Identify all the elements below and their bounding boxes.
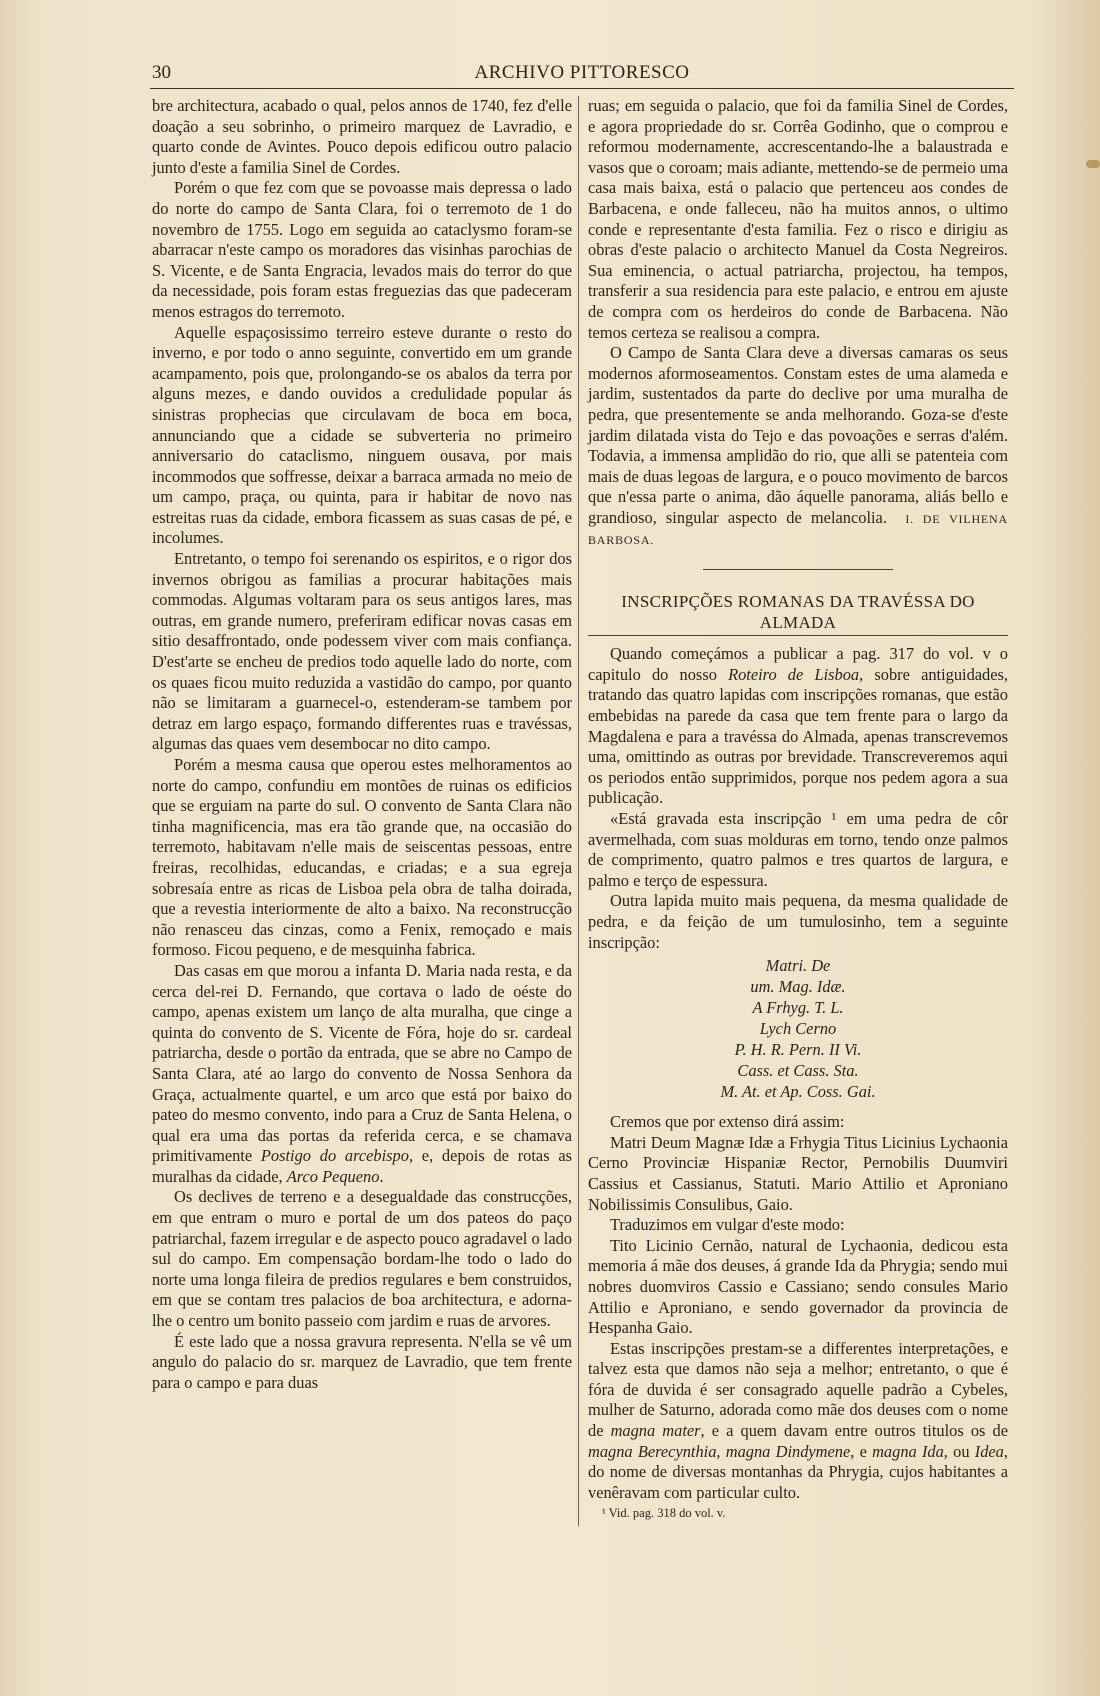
paragraph-text: Quando começámos a publicar a pag. 317 do vol. v o capitulo do nosso — [588, 644, 1008, 684]
paragraph — [152, 96, 572, 178]
paragraph-text: , e a quem davam entre outros titulos os de — [700, 1421, 1008, 1441]
paragraph — [152, 961, 572, 1188]
paragraph: Matri Deum Magnæ Idæ a Frhygia Titus Licinius Lychaonia Cerno Provinciæ Hispaniæ Rector, Pernobilis Duumviri Cassius et Cassianus, Statuti. Mario Attilio et Aproniano Nobilissimis Consulibus, Gaio. — [588, 1132, 1008, 1214]
page-edge-stain — [1086, 160, 1100, 168]
paragraph-text: Porém o que fez com que se povoasse mais depressa o lado do norte do campo de Santa Clara, foi o terremoto de 1 do novembro de 1755. Logo em seguida ao cataclysmo foram-se abarracar n'este campo os moradores das visinhas parochias de S. Vicente, e de Santa Engracia, levados mais do terror do que da necessidade, pois foram estas freguezias das que padeceram menos estragos do terremoto. — [152, 178, 572, 321]
inscription-line: A Frhyg. T. L. — [752, 998, 844, 1018]
paragraph — [152, 755, 572, 961]
section-separator — [703, 569, 893, 570]
title-rule — [588, 635, 1008, 636]
footnote: ¹ Vid. pag. 318 do vol. v. — [602, 1506, 726, 1521]
inscription-line: M. At. et Ap. Coss. Gai. — [720, 1082, 876, 1102]
paragraph: Outra lapida muito mais pequena, da mesma qualidade de pedra, e da feição de um tumulosinho, tem a seguinte inscripção: — [588, 891, 1008, 952]
paragraph-text: Das casas em que morou a infanta D. Maria nada resta, e da cerca del-rei D. Fernando, que cortava o lado de oéste do campo, apenas existem um lanço de alta muralha, que cinge a quinta do convento de S. Vicente de Fóra, hoje do sr. cardeal patriarcha, desde o portão da entrada, que se abre no Campo de Santa Clara, até ao largo do convento de Nossa Senhora da Graça, actualmente quartel, e um arco que está por baixo do pateo do mesmo convento, indo para a Cruz de Santa Helena, o qual era uma das portas da referida cerca, e se chamava primitivamente — [152, 960, 572, 1166]
running-title: ARCHIVO PITTORESCO — [474, 62, 690, 83]
paragraph-text: É este lado que a nossa gravura representa. N'ella se vê um angulo do palacio do sr. marquez de Lavradio, que tem frente para o campo e para duas — [152, 1331, 572, 1392]
paragraph — [152, 1332, 572, 1394]
latin-inscription — [588, 955, 1008, 1102]
paragraph: Traduzimos em vulgar d'este modo: — [610, 1215, 845, 1235]
paragraph: «Está gravada esta inscripção ¹ em uma pedra de côr avermelhada, com suas molduras em torno, tendo onze palmos de comprimento, quatro palmos e tres quartos de largura, e palmo e terço de espessura. — [588, 809, 1008, 890]
page-header — [150, 60, 1014, 89]
column-divider — [578, 96, 579, 1526]
inscription-line: um. Mag. Idæ. — [750, 977, 846, 997]
author-signature: I. DE VILHENA BARBOSA. — [588, 511, 1008, 548]
paragraph — [588, 343, 1008, 551]
paragraph: Tito Licinio Cernão, natural de Lychaonia, dedicou esta memoria á mãe dos deuses, á grande Ida da Phrygia; sendo mui nobres duomviros Cassio e Cassiano; sendo consules Mario Attilio e Aproniano, e sendo governador da provincia de Hespanha Gaio. — [588, 1235, 1008, 1338]
italic-title: Roteiro de Lisboa — [728, 664, 860, 684]
paragraph — [152, 549, 572, 755]
paragraph-text: , e — [850, 1441, 873, 1461]
right-column — [588, 96, 1008, 1524]
paragraph-text: , ou — [943, 1441, 975, 1461]
paragraph-text: Porém a mesma causa que operou estes melhoramentos ao norte do campo, confundiu em montões de ruinas os edificios que se erguiam na parte do sul. O convento de Santa Clara não tinha magnificencia, mas era tão grande que, na occasião do terremoto, habitavam n'elle mais de seiscentas pessoas, entre freiras, recolhidas, educandas, e criadas; e a sua egreja sobresaía entre as ricas de Lisboa pela obra de talha doirada, que a revestia interiormente de alto a baixo. Na reconstrucção não renasceu das cinzas, como a Fenix, remoçado e mais formoso. Ficou pequeno, e de mesquinha fabrica. — [152, 755, 572, 960]
paragraph-text: O Campo de Santa Clara deve a diversas camaras os seus modernos aformoseamentos. Constam estes de uma alameda e jardim, sustentados da parte do declive por uma muralha de pedra, que presentemente se anda melhorando. Goza-se d'este jardim dilatada vista do Tejo e das povoações e serras d'além. Todavia, a immensa amplidão do rio, que alli se patenteia com mais de duas legoas de largura, e o pouco movimento de barcos que n'essa parte o anima, dão áquelle panorama, aliás bello e grandioso, singular aspecto de melancolia. — [588, 343, 1008, 527]
italic-term: magna mater — [610, 1421, 701, 1441]
inscription-line: Cass. et Cass. Sta. — [737, 1061, 859, 1081]
page-number: 30 — [152, 62, 171, 83]
inscription-line: P. H. R. Pern. II Vi. — [734, 1040, 862, 1060]
paragraph-text: Estas inscripções prestam-se a differentes interpretações, e talvez esta que damos não seja a melhor; entretanto, o que é fóra de duvida é ser consagrado aquelle padrão a Cybeles, mulher de Saturno, adorada como mãe dos deuses com o nome de — [588, 1338, 1008, 1441]
italic-term: magna Berecynthia, magna Dindymene — [588, 1441, 851, 1461]
paragraph — [152, 323, 572, 550]
paragraph: ruas; em seguida o palacio, que foi da familia Sinel de Cordes, e agora propriedade do sr. Corrêa Godinho, que o comprou e reformou modernamente, accrescentando-lhe a balaustrada e vasos que o coroam; mais adiante, mettendo-se de permeio uma casa mais baixa, está o palacio que pertenceu aos condes de Barbacena, e onde falleceu, não ha muitos annos, o ultimo conde e representante d'esta familia. Fez o risco e dirigiu as obras d'este palacio o architecto Manuel da Costa Negreiros. Sua eminencia, o actual patriarcha, projectou, ha tempos, transferir a sua residencia para este palacio, e entrou em ajuste de compra com os herdeiros do conde de Barbacena. Não temos certeza se realisou a compra. — [588, 96, 1008, 342]
italic-term: Postigo do arcebispo — [260, 1146, 409, 1166]
paragraph-text: Aquelle espaçosissimo terreiro esteve durante o resto do inverno, e por todo o anno seguinte, convertido em um grande acampamento, pois que, prolongando-se os abalos da terra por alguns mezes, e dando ouvidos a credulidade popular ás sinistras prophecias que circulavam de boca em boca, annunciando que a cidade se subverteria no primeiro anniversario do cataclismo, ninguem ousava, por mais incommodos que soffresse, deixar a barraca armada no meio de um campo, praça, ou quinta, para ir habitar de novo nas estreitas ruas da cidade, embora ficassem as suas casas de pé, e incolumes. — [152, 322, 572, 548]
paragraph-text: , do nome de diversas montanhas da Phrygia, cujos habitantes a venêravam com particular culto. — [588, 1441, 1008, 1502]
paragraph — [588, 1339, 1008, 1504]
inscription-line: Lych Cerno — [759, 1019, 837, 1039]
paragraph: Cremos que por extenso dirá assim: — [610, 1112, 845, 1132]
paragraph-text: bre architectura, acabado o qual, pelos annos de 1740, fez d'elle doação a seu sobrinho, o primeiro marquez de Lavradio, e quarto conde de Avintes. Pouco depois edificou outro palacio junto d'este a familia Sinel de Cordes. — [152, 96, 572, 177]
left-column — [152, 96, 572, 1393]
inscription-line: Matri. De — [765, 956, 831, 976]
paragraph-text: , e, depois de rotas as muralhas da cidade, — [152, 1146, 572, 1186]
paragraph — [152, 1187, 572, 1331]
paragraph-text: Os declives de terreno e a desegualdade das construcções, em que entram o muro e portal de um dos pateos do paço patriarchal, fazem irregular e de aspecto pouco agradavel o lado sul do campo. Em compensação bordam-lhe todo o lado do norte uma longa fileira de predios regulares e bem construidos, em que se contam tres palacios de boa architectura, e adorna-lhe o centro um bonito passeio com jardim e ruas de arvores. — [152, 1187, 572, 1331]
section-title: INSCRIPÇÕES ROMANAS DA TRAVÉSSA DO ALMADA — [621, 592, 975, 632]
paragraph-text: . — [379, 1166, 384, 1186]
paragraph-text: , sobre antiguidades, tratando das quatro lapidas com inscripções romanas, que estão embebidas na parede da casa que tem frente para o largo da Magdalena e para a travéssa do Almada, apenas transcrevemos uma, omittindo as outras por brevidade. Transcreveremos aqui os periodos então supprimidos, porque nos pedem agora a sua publicação. — [588, 664, 1009, 808]
italic-term: magna Ida — [872, 1441, 944, 1461]
paragraph-text: Entretanto, o tempo foi serenando os espiritos, e o rigor dos invernos obrigou as familias a procurar habitações mais commodas. Algumas voltaram para os seus antigos lares, mas outras, em grande numero, preferiram edificar novas casas em sitio desaffrontado, onde podessem viver com mais confiança. D'est'arte se encheu de predios todo aquelle lado do norte, com os quaes ficou muito reduzida a vastidão do campo, por quanto não se limitaram a guarnecel-o, estenderam-se tambem por detraz em largo espaço, formando differentes ruas e travéssas, algumas das quaes vem desembocar no dito campo. — [152, 549, 572, 754]
italic-term: Arco Pequeno — [286, 1166, 380, 1186]
paragraph — [152, 178, 572, 322]
paragraph — [588, 644, 1008, 809]
italic-term: Idea — [974, 1441, 1004, 1461]
